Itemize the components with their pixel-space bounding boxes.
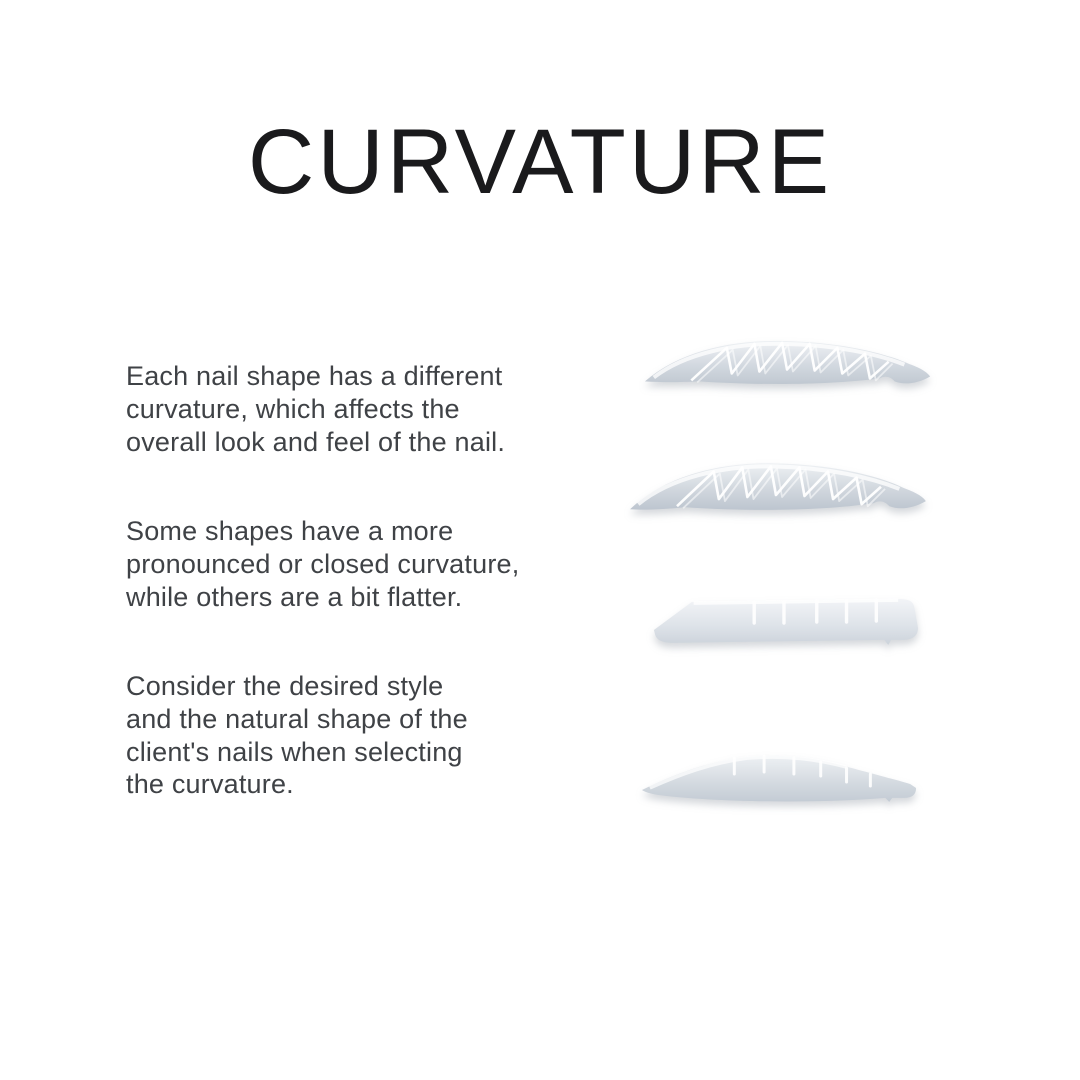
page-title: CURVATURE [247, 111, 833, 213]
nail-tip-profile-slight-curve-image [636, 746, 924, 816]
paragraph-curvature-intro: Each nail shape has a different curvature, which affects the overall look and feel of the nail. [126, 361, 506, 457]
nail-body [642, 756, 916, 802]
nail-tip-profile-pronounced-c-curve-image [626, 456, 932, 538]
nail-tip-profile-flat-image [642, 596, 920, 654]
text-column [126, 360, 578, 801]
nail-tip-profile-deep-c-curve-image [640, 334, 936, 413]
nail-body [654, 599, 918, 645]
paragraph-curvature-variation: Some shapes have a more pronounced or closed curvature, while others are a bit flatter. [126, 515, 520, 612]
paragraph-curvature-advice: Consider the desired style and the natural shape of the client's nails when selecting the curvature. [126, 670, 468, 800]
